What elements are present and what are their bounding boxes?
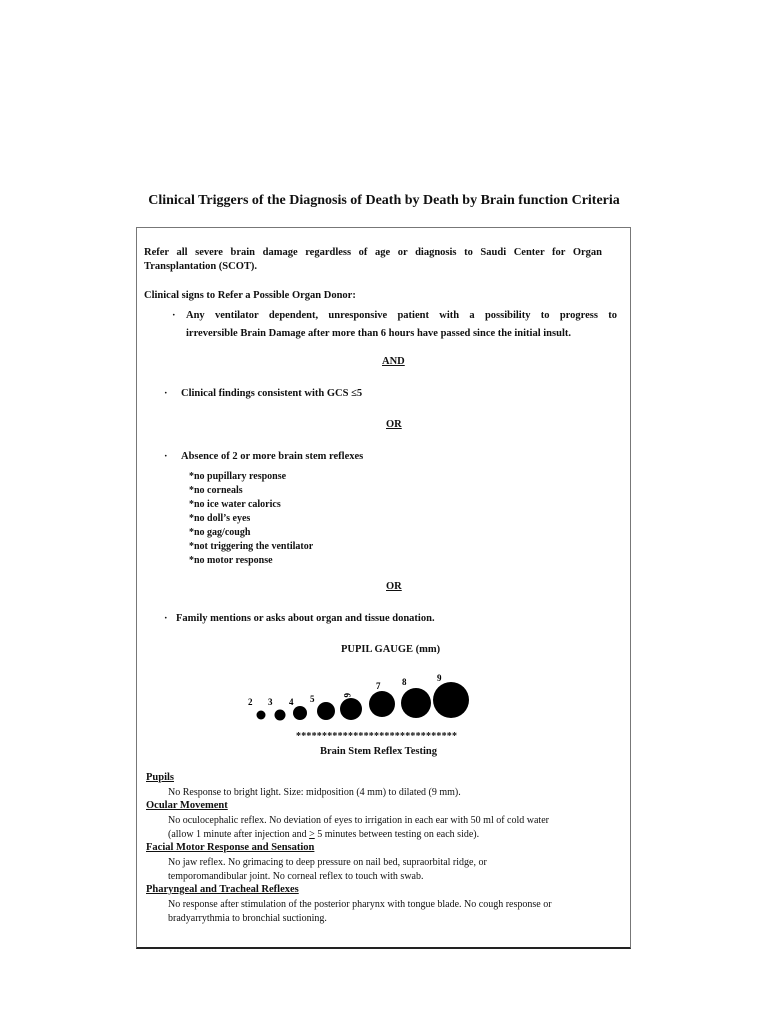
- bullet-dot: ·: [172, 310, 176, 321]
- gauge-size-label: 6: [342, 693, 352, 698]
- or-label-2: OR: [386, 581, 402, 592]
- pupil-circle-8mm: [401, 688, 431, 718]
- bullet-dot: ·: [164, 613, 168, 624]
- reflex-item: *no motor response: [189, 555, 273, 566]
- gauge-size-label: 9: [437, 673, 442, 683]
- section-heading-ocular: Ocular Movement: [146, 800, 228, 811]
- reflex-item: *no doll’s eyes: [189, 513, 251, 524]
- bullet-family: Family mentions or asks about organ and tissue donation.: [176, 613, 435, 624]
- bullet-brainstem: Absence of 2 or more brain stem reflexes: [181, 451, 364, 462]
- section-text-pupils: No Response to bright light. Size: midposition (4 mm) to dilated (9 mm).: [168, 787, 461, 798]
- gauge-size-label: 4: [289, 697, 294, 707]
- reflex-item: *not triggering the ventilator: [189, 541, 314, 552]
- pupil-circle-6mm: [340, 698, 362, 720]
- bullet-dot: ·: [164, 451, 168, 462]
- pupil-circle-2mm: [257, 711, 266, 720]
- bullet-dot: ·: [164, 388, 168, 399]
- signs-heading: Clinical signs to Refer a Possible Organ Donor:: [144, 290, 356, 301]
- reflex-item: *no gag/cough: [189, 527, 251, 538]
- pupil-circle-4mm: [293, 706, 307, 720]
- section-text-ocular-1: No oculocephalic reflex. No deviation of eyes to irrigation in each ear with 50 ml of cold water: [168, 815, 549, 826]
- reflex-item: *no corneals: [189, 485, 243, 496]
- section-heading-facial: Facial Motor Response and Sensation: [146, 842, 315, 853]
- section-text-facial-2: temporomandibular joint. No corneal reflex to touch with swab.: [168, 871, 424, 882]
- bullet-ventilator-line-1: Any ventilator dependent, unresponsive patient with a possibility to progress to: [186, 310, 617, 321]
- gauge-size-label: 3: [268, 697, 273, 707]
- ocular-ge-symbol: >: [309, 829, 315, 840]
- pupil-circle-9mm: [433, 682, 469, 718]
- gauge-size-label: 5: [310, 694, 315, 704]
- bullet-ventilator-line-2: irreversible Brain Damage after more than 6 hours have passed since the initial insult.: [186, 328, 571, 339]
- pupil-gauge: [230, 668, 490, 728]
- or-label-1: OR: [386, 419, 402, 430]
- section-text-pharyngeal-2: bradyarrythmia to bronchial suctioning.: [168, 913, 327, 924]
- section-heading-pupils: Pupils: [146, 772, 175, 783]
- referral-line-2: Transplantation (SCOT).: [144, 261, 257, 272]
- page-title: Clinical Triggers of the Diagnosis of Death by Death by Brain function Criteria: [148, 193, 620, 208]
- section-heading-pharyngeal: Pharyngeal and Tracheal Reflexes: [146, 884, 299, 895]
- testing-title: Brain Stem Reflex Testing: [320, 746, 437, 757]
- ocular-text-b: 5 minutes between testing on each side).: [314, 829, 480, 840]
- section-text-ocular-2: [168, 828, 479, 842]
- bullet-gcs: Clinical findings consistent with GCS ≤5: [181, 388, 363, 399]
- reflex-item: *no ice water calorics: [189, 499, 281, 510]
- gauge-size-label: 7: [376, 681, 381, 691]
- reflex-item: *no pupillary response: [189, 471, 287, 482]
- ocular-text-a: (allow 1 minute after injection and: [168, 829, 310, 840]
- pupil-circle-7mm: [369, 691, 395, 717]
- and-label: AND: [382, 356, 405, 367]
- pupil-circle-5mm: [317, 702, 335, 720]
- gauge-size-label: 2: [248, 697, 253, 707]
- referral-line-1: Refer all severe brain damage regardless of age or diagnosis to Saudi Center for Organ: [144, 247, 602, 258]
- section-text-facial-1: No jaw reflex. No grimacing to deep pressure on nail bed, supraorbital ridge, or: [168, 857, 487, 868]
- separator-stars: *******************************: [296, 731, 458, 742]
- pupil-gauge-title: PUPIL GAUGE (mm): [341, 644, 441, 655]
- gauge-size-label: 8: [402, 677, 407, 687]
- section-text-pharyngeal-1: No response after stimulation of the posterior pharynx with tongue blade. No cough response or: [168, 899, 552, 910]
- pupil-circle-3mm: [275, 710, 286, 721]
